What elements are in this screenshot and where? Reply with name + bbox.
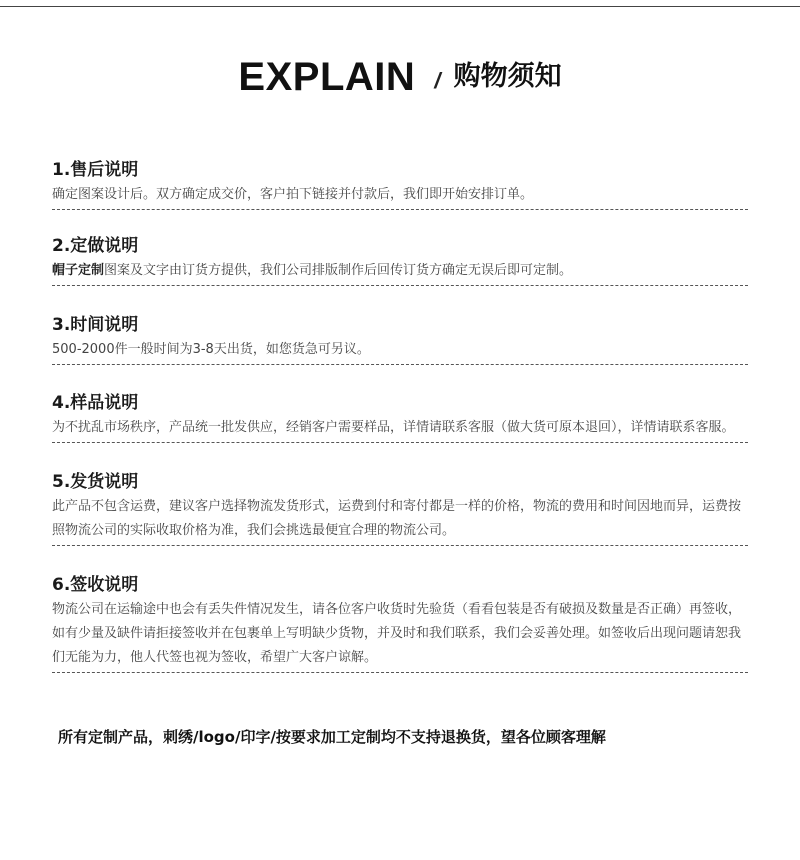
section-title: 1.售后说明: [52, 160, 139, 180]
section-title: 2.定做说明: [52, 236, 139, 256]
section-shipping: [52, 470, 748, 546]
title-separator: /: [434, 68, 441, 93]
section-body: 此产品不包含运费，建议客户选择物流发货形式，运费到付和寄付都是一样的价格，物流的费用和时间因地而异，运费按照物流公司的实际收取价格为准，我们会挑选最便宜合理的物流公司。: [52, 499, 742, 538]
section-samples: [52, 391, 748, 443]
section-title: 5.发货说明: [52, 472, 139, 492]
page-header: [0, 52, 800, 102]
notice-sections: [52, 158, 748, 673]
section-time: [52, 313, 748, 365]
no-return-notice: 所有定制产品，刺绣/logo/印字/按要求加工定制均不支持退换货，望各位顾客理解: [58, 728, 606, 746]
section-body: [52, 259, 748, 283]
section-title: 4.样品说明: [52, 393, 139, 413]
section-body: 物流公司在运输途中也会有丢失件情况发生，请各位客户收货时先验货（看看包装是否有破损及数量是否正确）再签收，如有少量及缺件请拒接签收并在包裹单上写明缺少货物，并及时和我们联系，我们会妥善处理。如签收后出现问题请恕我们无能为力，他人代签也视为签收，希望广大客户谅解。: [52, 602, 742, 665]
section-body-text: 图案及文字由订货方提供，我们公司排版制作后回传订货方确定无误后即可定制。: [104, 263, 573, 278]
dashed-divider: [52, 209, 748, 210]
page-title-cn: 购物须知: [453, 61, 562, 92]
top-divider: [0, 6, 800, 7]
section-body: 为不扰乱市场秩序，产品统一批发供应，经销客户需要样品，详情请联系客服（做大货可原本退回），详情请联系客服。: [52, 420, 735, 435]
section-title: 6.签收说明: [52, 575, 139, 595]
dashed-divider: [52, 672, 748, 673]
dashed-divider: [52, 442, 748, 443]
section-lead-text: 帽子定制: [52, 263, 105, 278]
section-customization: [52, 234, 748, 286]
section-body: 确定图案设计后。双方确定成交价，客户拍下链接并付款后，我们即开始安排订单。: [52, 187, 534, 202]
section-title: 3.时间说明: [52, 315, 139, 335]
section-after-sales: [52, 158, 748, 210]
section-receipt: [52, 573, 748, 673]
page-title-en: EXPLAIN: [238, 55, 416, 99]
section-body: 500-2000件一般时间为3-8天出货，如您货急可另议。: [52, 342, 370, 357]
dashed-divider: [52, 364, 748, 365]
dashed-divider: [52, 285, 748, 286]
dashed-divider: [52, 545, 748, 546]
